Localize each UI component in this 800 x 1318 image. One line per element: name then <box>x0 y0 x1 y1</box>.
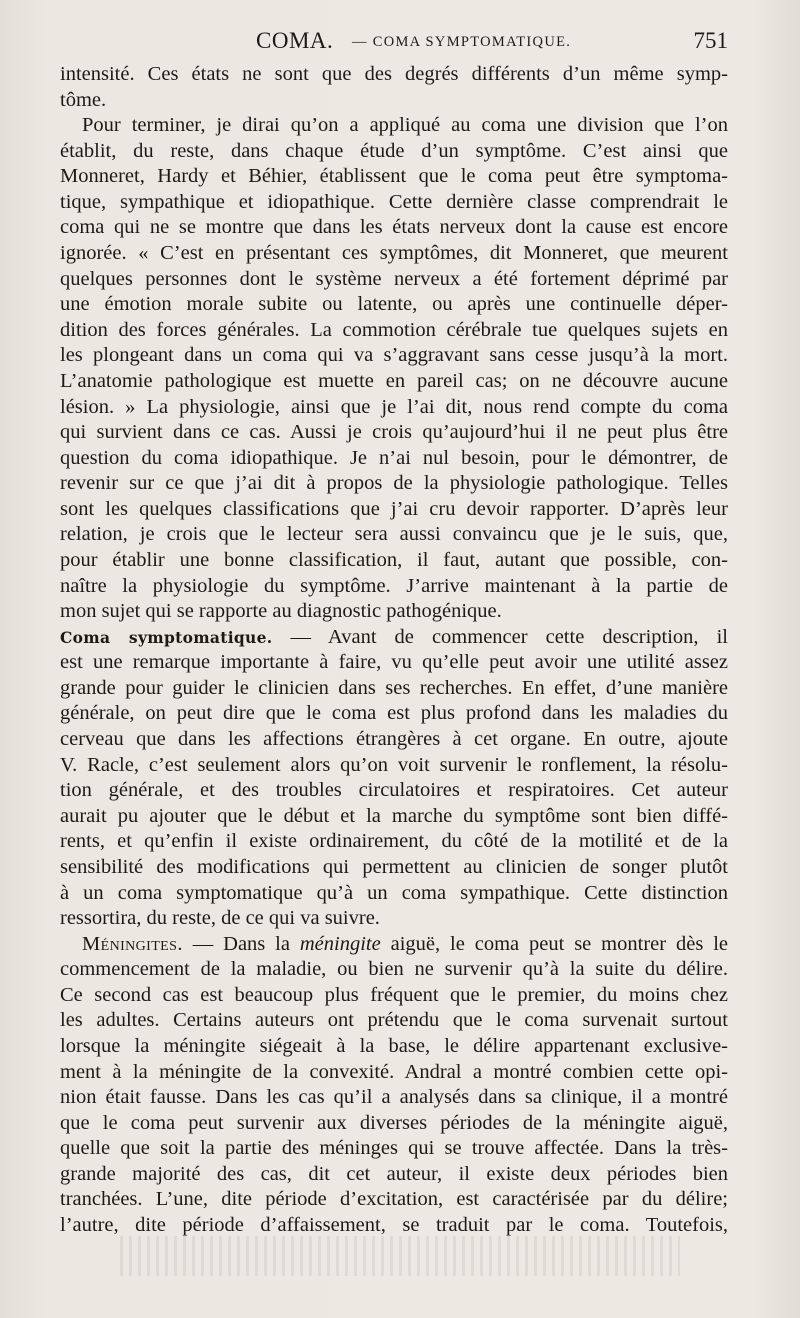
text-line: tion générale, et des troubles circulatoires et respiratoires. Cet auteur <box>60 779 728 802</box>
text-line: que le coma peut survenir aux diverses périodes de la méningite aiguë, <box>60 1111 728 1134</box>
text-line: tranchées. L’une, dite période d’excitation, est caractérisée par du délire; <box>60 1188 728 1211</box>
text-line <box>60 625 728 651</box>
text-line: commencement de la maladie, ou bien ne survenir qu’à la suite du délire. <box>60 958 728 981</box>
text-line: qui survient dans ce cas. Aussi je crois qu’aujourd’hui il ne peut plus être <box>60 421 728 444</box>
text-line: à un coma symptomatique qu’à un coma sympathique. Cette distinction <box>60 881 728 904</box>
text-line: coma qui ne se montre que dans les états nerveux dont la cause est encore <box>60 216 728 239</box>
heading-line-text-b: aiguë, le coma peut se montrer dès le <box>380 932 728 955</box>
section-heading-coma-symptomatique: Coma symptomatique. <box>60 627 273 647</box>
text-line: Pour terminer, je dirai qu’on a appliqué au coma une division que l’on <box>82 114 728 137</box>
running-head <box>60 28 728 58</box>
text-line: générale, on peut dire que le coma est plus profond dans les maladies du <box>60 702 728 725</box>
text-line: revenir sur ce que j’ai dit à propos de la physiologie pathologique. Telles <box>60 472 728 495</box>
text-line: aurait pu ajouter que le début et la marche du symptôme sont bien diffé- <box>60 804 728 827</box>
page-number: 751 <box>693 28 728 53</box>
text-line: sont les quelques classifications que j’ai cru devoir rapporter. D’après leur <box>60 497 728 520</box>
heading-line-text: — Avant de commencer cette description, il <box>290 625 728 648</box>
text-line: mon sujet qui se rapporte au diagnostic pathogénique. <box>60 600 502 623</box>
heading-line-text-a: — Dans la <box>182 932 300 955</box>
paragraph-coma-symptomatique <box>60 625 728 932</box>
text-line <box>60 932 728 958</box>
italic-term: méningite <box>299 932 381 955</box>
text-line: nion était fausse. Dans les cas qu’il a analysés dans sa clinique, il a montré <box>60 1086 728 1109</box>
text-line: ignorée. « C’est en présentant ces symptômes, dit Monneret, que meurent <box>60 242 728 265</box>
text-line: cerveau que dans les affections étrangères à cet organe. En outre, ajoute <box>60 728 728 751</box>
text-line: naître la physiologie du symptôme. J’arrive maintenant à la partie de <box>60 574 728 597</box>
text-line: question du coma idiopathique. Je n’ai nul besoin, pour le démontrer, de <box>60 446 728 469</box>
text-line: quelle que soit la partie des méninges qui se trouve affectée. Dans la très- <box>60 1137 728 1160</box>
text-line: les adultes. Certains auteurs ont prétendu que le coma survenait surtout <box>60 1009 728 1032</box>
bleed-through-shadow <box>120 1236 680 1276</box>
running-head-section: — COMA SYMPTOMATIQUE. <box>352 34 572 50</box>
running-head-title: COMA. <box>256 28 334 53</box>
text-line: rents, et qu’enfin il existe ordinairement, du côté de la motilité et de la <box>60 830 728 853</box>
text-line: les plongeant dans un coma qui va s’aggravant sans cesse jusqu’à la mort. <box>60 344 728 367</box>
text-line: l’autre, dite période d’affaissement, se traduit par le coma. Toutefois, <box>60 1214 728 1237</box>
body-text <box>60 62 728 1239</box>
text-line: quelques personnes dont le système nerveux a été fortement déprimé par <box>60 267 728 290</box>
text-line: établit, du reste, dans chaque étude d’un symptôme. C’est ainsi que <box>60 139 728 162</box>
text-line: V. Racle, c’est seulement alors qu’on voit survenir le ronflement, la résolu- <box>60 753 728 776</box>
text-line: L’anatomie pathologique est muette en pareil cas; on ne découvre aucune <box>60 369 728 392</box>
text-line: relation, je crois que le lecteur sera aussi convaincu que je le suis, que, <box>60 523 728 546</box>
text-line: lorsque la méningite siégeait à la base, le délire appartenant exclusive- <box>60 1034 728 1057</box>
section-heading-meningites: Méningites. <box>82 932 183 955</box>
text-line: une émotion morale subite ou latente, ou après une continuelle déper- <box>60 293 728 316</box>
paragraph-classification <box>60 113 728 625</box>
text-line: grande majorité des cas, dit cet auteur, il existe deux périodes bien <box>60 1162 728 1185</box>
text-line: lésion. » La physiologie, ainsi que je l’ai dit, nous rend compte du coma <box>60 395 728 418</box>
text-line: grande pour guider le clinicien dans ses recherches. En effet, d’une manière <box>60 676 728 699</box>
text-line: est une remarque importante à faire, vu qu’elle peut avoir une utilité assez <box>60 651 728 674</box>
text-line: sensibilité des modifications qui permettent au clinicien de songer plutôt <box>60 855 728 878</box>
text-line: intensité. Ces états ne sont que des degrés différents d’un même symp- <box>60 63 728 85</box>
text-line: ressortira, du reste, de ce qui va suivre. <box>60 907 380 930</box>
text-line: tique, sympathique et idiopathique. Cette dernière classe comprendrait le <box>60 190 728 213</box>
paragraph-meningites <box>60 932 728 1239</box>
text-line: tôme. <box>60 88 107 111</box>
text-line: Monneret, Hardy et Béhier, établissent que le coma peut être symptoma- <box>60 165 728 188</box>
text-line: ment à la méningite de la convexité. Andral a montré combien cette opi- <box>60 1060 728 1083</box>
text-line: Ce second cas est beaucoup plus fréquent que le premier, du moins chez <box>60 983 728 1006</box>
text-line: pour établir une bonne classification, il faut, autant que possible, con- <box>60 548 728 571</box>
paragraph-continuation <box>60 62 728 113</box>
text-line: dition des forces générales. La commotion cérébrale tue quelques sujets en <box>60 318 728 341</box>
